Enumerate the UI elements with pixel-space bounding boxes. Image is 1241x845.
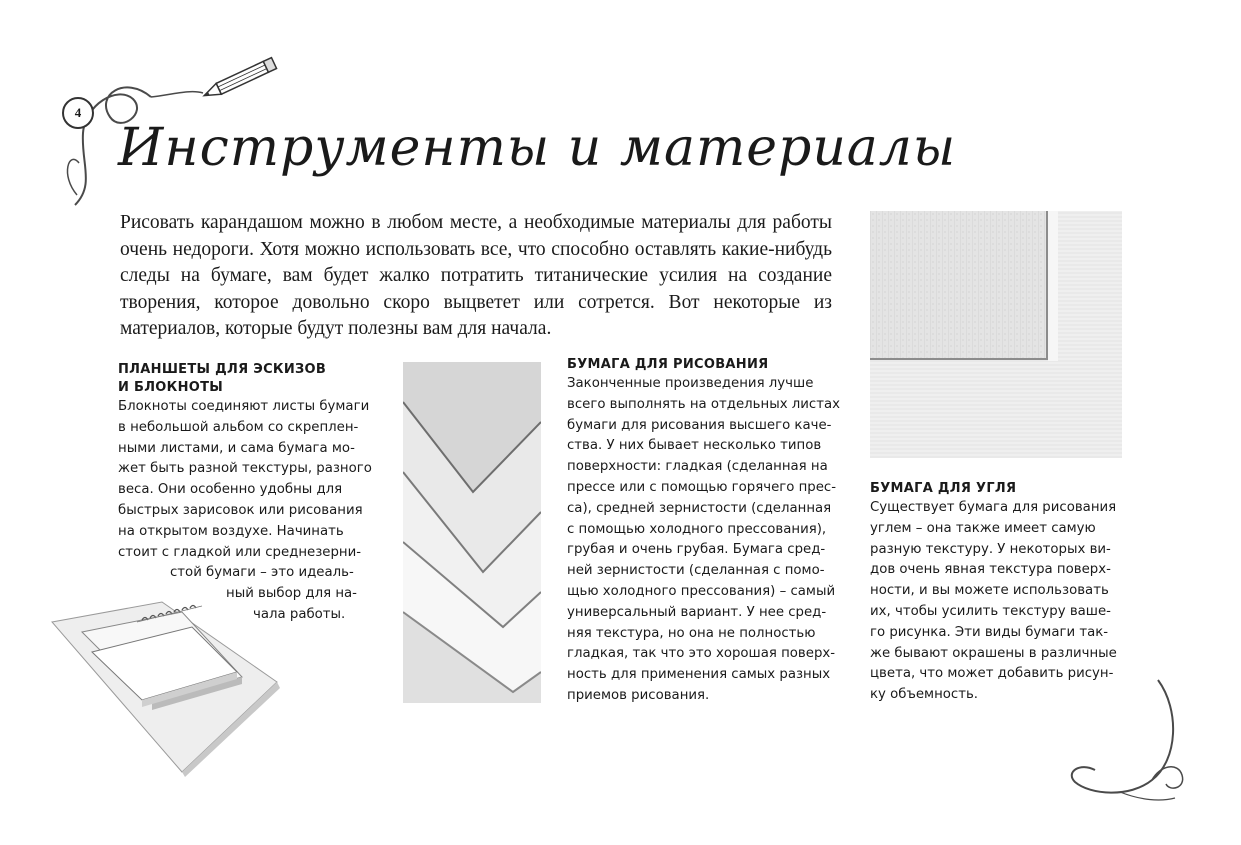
body-line: гладкая, так что это хорошая поверх- [567, 646, 836, 662]
body-line: ности, и вы можете использовать [870, 583, 1109, 599]
body-line: углем – она также имеет самую [870, 520, 1096, 536]
body-line: с помощью холодного прессования), [567, 521, 827, 537]
section-body [567, 374, 843, 707]
body-line: жет быть разной текстуры, разного [118, 461, 372, 477]
heading-line: БУМАГА ДЛЯ УГЛЯ [870, 481, 1017, 496]
body-line: в небольшой альбом со скреплен- [118, 419, 359, 435]
body-line: Существует бумага для рисования [870, 500, 1117, 515]
body-line: Блокноты соединяют листы бумаги [118, 399, 370, 414]
body-line: же бывают окрашены в различные [870, 645, 1117, 661]
body-line: стоит с гладкой или среднезерни- [118, 544, 362, 560]
section-heading [870, 480, 1124, 498]
notepads-photo [42, 592, 282, 777]
page-number: 4 [62, 97, 94, 129]
body-line: дов очень явная текстура поверх- [870, 562, 1111, 578]
body-line: са), средней зернистости (сделанная [567, 500, 832, 516]
body-line: прессе или с помощью горячего прес- [567, 479, 837, 495]
body-line: чала работы. [253, 606, 346, 622]
body-line: го рисунка. Эти виды бумаги так- [870, 624, 1109, 640]
body-line: их, чтобы усилить текстуру ваше- [870, 603, 1111, 619]
section-drawing-paper [567, 356, 843, 707]
pencil-icon [195, 55, 285, 105]
heading-line: БУМАГА ДЛЯ РИСОВАНИЯ [567, 357, 769, 372]
body-line: на открытом воздухе. Начинать [118, 523, 344, 539]
heading-line: ПЛАНШЕТЫ ДЛЯ ЭСКИЗОВ [118, 362, 327, 377]
body-line: Законченные произведения лучше [567, 376, 814, 391]
heading-line: И БЛОКНОТЫ [118, 380, 224, 395]
body-line: стой бумаги – это идеаль- [170, 565, 354, 581]
body-line: ку объемность. [870, 687, 979, 703]
body-line: разную текстуру. У некоторых ви- [870, 541, 1111, 557]
body-line: цвета, что может добавить рисун- [870, 666, 1114, 682]
body-line: ный выбор для на- [226, 586, 357, 602]
body-line: щью холодного прессования) – самый [567, 583, 836, 599]
body-line: веса. Они особенно удобны для [118, 482, 343, 498]
body-line: всего выполнять на отдельных листах [567, 396, 841, 412]
drawing-paper-photo [403, 362, 541, 703]
body-line: ства. У них бывает несколько типов [567, 438, 822, 454]
body-line: ность для применения самых разных [567, 667, 831, 683]
intro-paragraph: Рисовать карандашом можно в любом месте, а необходимые материалы для работы очень недороги. Хотя можно использовать все, что способно оставлять какие-нибудь следы на бумаге, вам будет жалко потратить титанические усилия на создание творения, которое довольно скоро выцветет или сотрется. Вот некоторые из материалов, которые будут полезны вам для начала. [120, 212, 832, 339]
section-sketch-pads [118, 361, 378, 626]
body-line: бумаги для рисования высшего каче- [567, 417, 832, 433]
charcoal-paper-photo [870, 211, 1122, 458]
body-line: приемов рисования. [567, 687, 710, 703]
swirl-ornament-bottom [1060, 670, 1190, 810]
body-line: ней зернистости (сделанная с помо- [567, 563, 825, 579]
body-line: няя текстура, но она не полностью [567, 625, 816, 641]
body-line: грубая и очень грубая. Бумага сред- [567, 542, 826, 558]
page-title: Инструменты и материалы [118, 118, 957, 178]
section-heading [567, 356, 843, 374]
body-line: универсальный вариант. У нее сред- [567, 604, 827, 620]
body-line: ными листами, и сама бумага мо- [118, 440, 355, 456]
body-line: поверхности: гладкая (сделанная на [567, 459, 828, 475]
section-heading [118, 361, 378, 397]
body-line: быстрых зарисовок или рисования [118, 502, 363, 518]
